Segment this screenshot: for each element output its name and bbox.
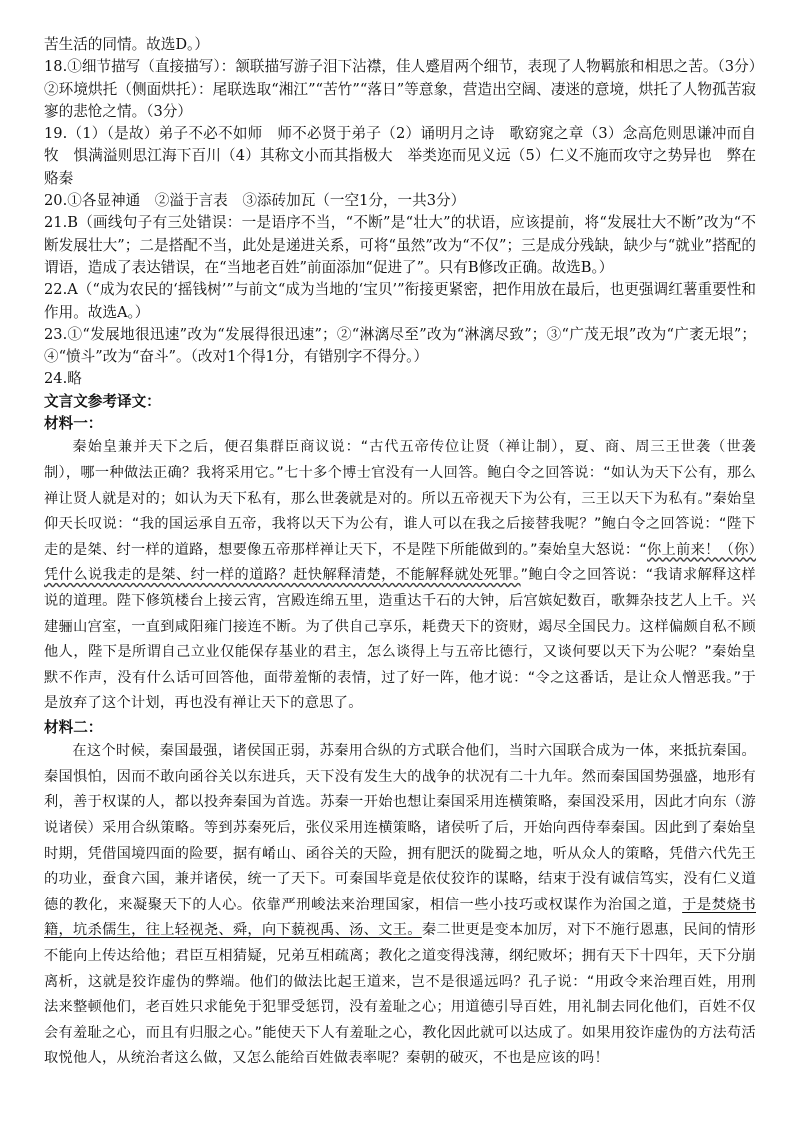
classical-translation-section [44,391,756,1072]
material-1-text-b: ”鲍白令之回答说：“我请求解释这样说的道理。陛下修筑楼台上接云宵，宫殿连绵五里，造重达千石的大钟，后宫嫔妃数百，歌舞杂技艺人上千。兴建骊山宫室，一直到咸阳雍门接连不断。为了供自己享乐，耗费天下的资财，竭尽全国民力。这样偏颇自私不顾他人，陛下是所谓自己立业仅能保存基业的君主，怎么谈得上与五帝比德行，又谈何要以天下为公呢？”秦始皇默不作声，没有什么话可回答他，面带羞惭的表情，过了好一阵，他才说：“令之这番话，是让众人憎恶我。”于是放弃了这个计划，再也没有禅让天下的意思了。 [44,567,756,712]
material-2-label: 材料二： [44,718,103,736]
translation-title: 文言文参考译文： [44,392,161,410]
answer-line: 苦生活的同情。故选D。） [44,36,209,53]
material-2-text-a: 在这个时候，秦国最强，诸侯国正弱，苏秦用合纵的方式联合他们，当时六国联合成为一体，来抵抗秦国。秦国惧怕，因而不敢向函谷关以东进兵，天下没有发生大的战争的状况有二十九年。然而秦国国势强盛，地形有利，善于权谋的人，都以投奔秦国为首选。苏秦一开始也想让秦国采用连横策略，秦国没采用，因此才向东（游说诸侯）采用合纵策略。等到苏秦死后，张仪采用连横策略，诸侯听了后，开始向西侍奉秦国。因此到了秦始皇时期，凭借国境四面的险要，据有崤山、函谷关的天险，拥有肥沃的陇蜀之地，听从众人的策略，凭借六代先王的功业，蚕食六国，兼并诸侯，统一了天下。可秦国毕竟是依仗狡诈的谋略，结束于没有诚信笃实，没有仁义道德的教化，来凝聚天下的人心。依靠严刑峻法来治理国家，相信一些小技巧或权谋作为治国之道， [44,743,756,913]
material-1-paragraph [44,435,756,717]
answer-19: 19.（1）（是故）弟子不必不如师 师不必贤于弟子（2）诵明月之诗 歌窈窕之章（3）念高危则思谦冲而自牧 惧满溢则思江海下百川（4）其称文小而其指极大 举类迩而见义远（5）仁义不施而攻守之势异也 弊在赂秦 [44,125,756,187]
answer-18: 18.①细节描写（直接描写）：颔联描写游子泪下沾襟，佳人蹙眉两个细节，表现了人物羁旅和相思之苦。（3分） ②环境烘托（侧面烘托）：尾联选取“湘江”“苦竹”“落日”等意象，营造出空阔、凄迷的意境，烘托了人物孤苦寂寥的悲怆之情。（3分） [44,58,771,120]
answer-22: 22.A（“成为农民的‘摇钱树’”与前文“成为当地的‘宝贝’”衔接更紧密，把作用放在最后，也更强调红薯重要性和作用。故选A。） [44,281,756,321]
material-2-underlined-sentence: 于是焚烧书籍，坑杀儒生，往上轻视尧、舜，向下藐视禹、汤、文王。 [44,896,756,939]
answer-key-section [44,34,771,391]
answer-23: 23.①“发展地很迅速”改为“发展得很迅速”；②“淋漓尽至”改为“淋漓尽致”；③“广茂无垠”改为“广袤无垠”；④“愤斗”改为“奋斗”。（改对1个得1分，有错别字不得分。） [44,325,756,366]
material-2-paragraph [44,739,756,1072]
answer-21: 21.B（画线句子有三处错误：一是语序不当，“不断”是“壮大”的状语，应该提前，将“发展壮大不断”改为“不断发展壮大”；二是搭配不当，此处是递进关系，可将“虽然”改为“不仅”；三是成分残缺，缺少与“就业”搭配的谓语，造成了表达错误，在“当地老百姓”前面添加“促进了”。只有B修改正确。故选B。） [44,214,756,276]
material-1-wavy-underlined-sentence: 你上前来！（你）凭什么说我走的是桀、纣一样的道路？赶快解释清楚，不能解释就处死罪。 [44,541,756,584]
answer-24: 24.略 [44,370,82,388]
material-1-label: 材料一： [44,415,103,433]
material-1-text-a: 秦始皇兼并天下之后，便召集群臣商议说：“古代五帝传位让贤（禅让制），夏、商、周三王世袭（世袭制），哪一种做法正确？我将采用它。”七十多个博士官没有一人回答。鲍白令之回答说：“如认为天下公有，那么禅让贤人就是对的；如认为天下私有，那么世袭就是对的。所以五帝视天下为公有，三王以天下为私有。”秦始皇仰天长叹说：“我的国运承自五帝，我将以天下为公有，谁人可以在我之后接替我呢？”鲍白令之回答说：“陛下走的是桀、纣一样的道路，想要像五帝那样禅让天下，不是陛下所能做到的。”秦始皇大怒说：“ [44,439,756,558]
answer-20: 20.①各显神通 ②溢于言表 ③添砖加瓦（一空1分，一共3分） [44,192,466,210]
material-2-text-b: 秦二世更是变本加厉，对下不施行恩惠，民间的情形不能向上传达给他；君臣互相猜疑，兄弟互相疏离；教化之道变得浅薄，纲纪败坏；拥有天下十四年，天下分崩离析，这就是狡诈虚伪的弊端。他们的做法比起王道来，岂不是很遥远吗？孔子说：“用政令来治理百姓，用刑法来整顿他们，老百姓只求能免于犯罪受惩罚，没有羞耻之心；用道德引导百姓，用礼制去同化他们，百姓不仅会有羞耻之心，而且有归服之心。”能使天下人有羞耻之心，教化因此就可以达成了。如果用狡诈虚伪的方法苟活取悦他人，从统治者这么做，又怎么能给百姓做表率呢？秦朝的破灭，不也是应该的吗！ [44,922,756,1067]
